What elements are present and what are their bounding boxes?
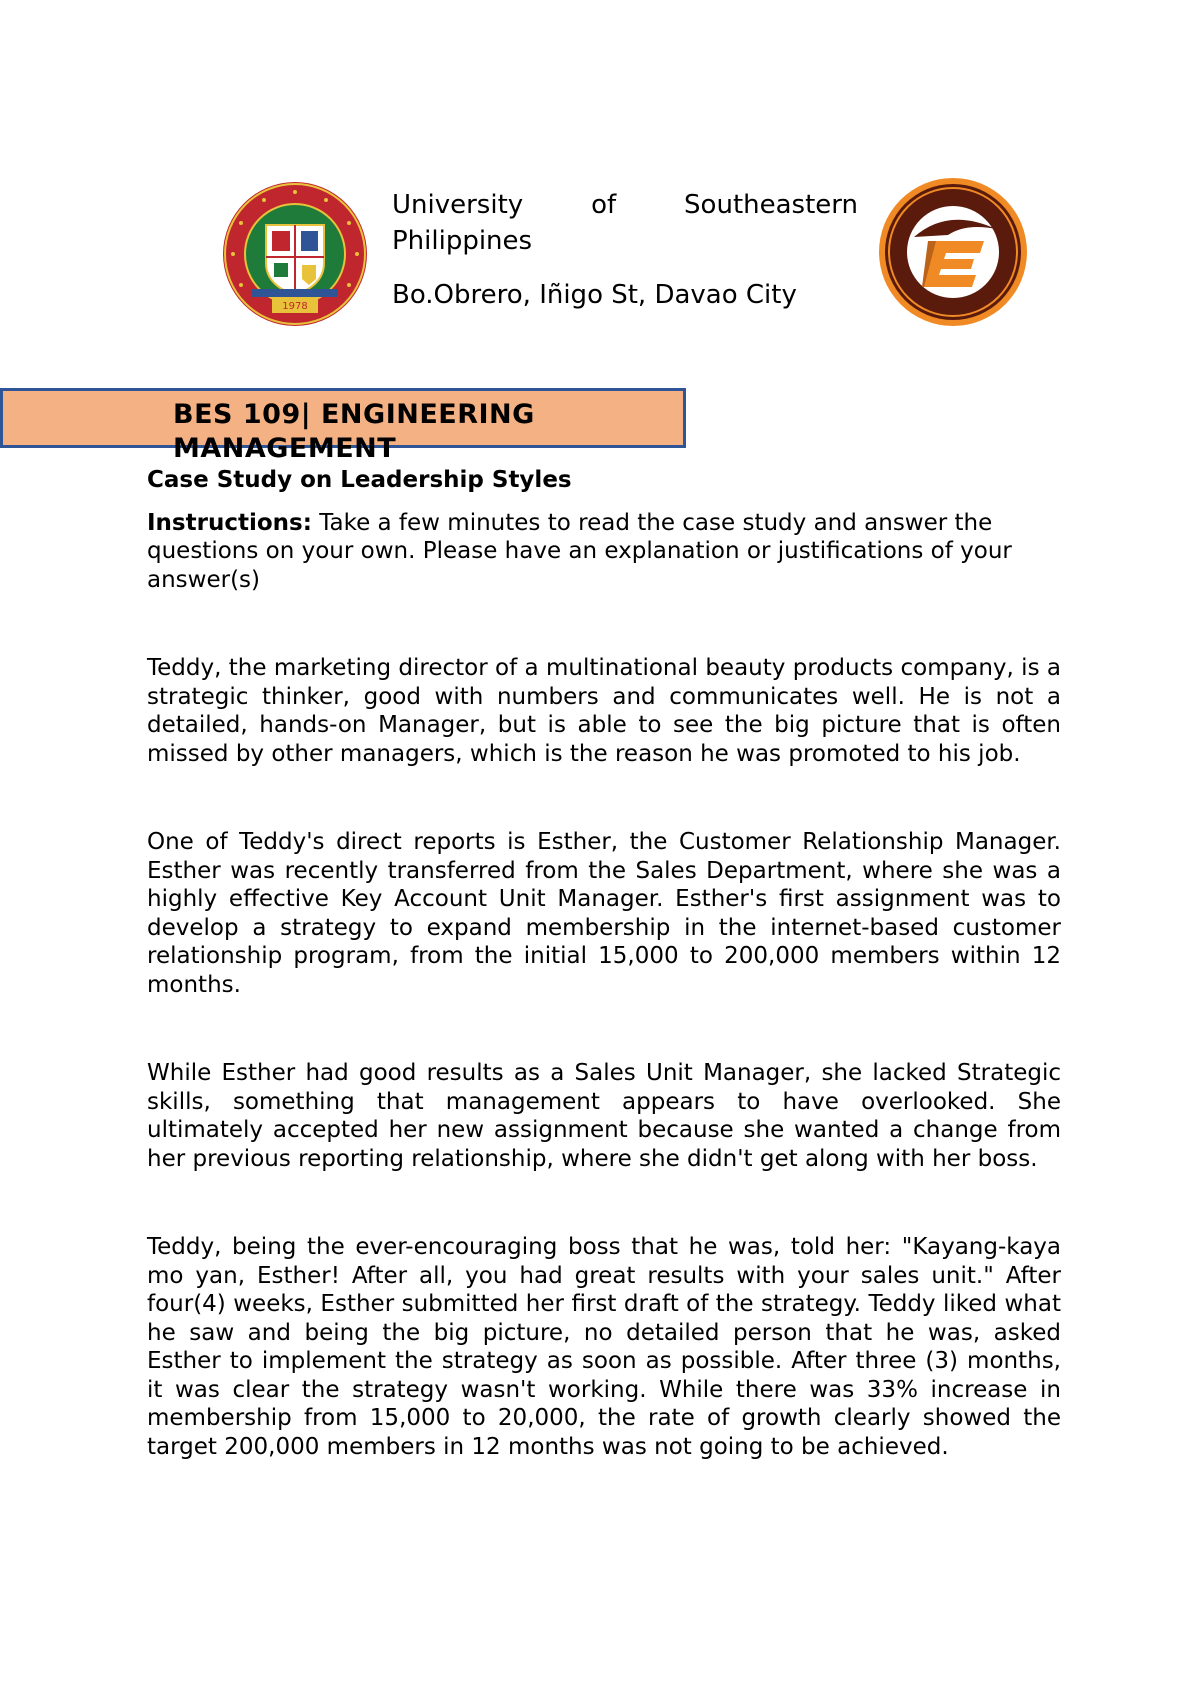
- usep-seal-year: 1978: [282, 301, 308, 312]
- university-address: Bo.Obrero, Iñigo St, Davao City: [392, 280, 797, 310]
- case-paragraph: One of Teddy's direct reports is Esther, the Customer Relationship Manager. Esther was recently transferred from the Sales Department, where she was a highly effective Key Account Unit Manager. Esther's first assignment was to develop a strategy to expand membership in the internet-based customer relationship program, from the initial 15,000 to 200,000 members within 12 months.: [147, 829, 1061, 998]
- case-paragraph: While Esther had good results as a Sales Unit Manager, she lacked Strategic skills, something that management appears to have overlooked. She ultimately accepted her new assignment because she wanted a change from her previous reporting relationship, where she didn't get along with her boss.: [147, 1060, 1061, 1172]
- usep-seal-logo: [222, 181, 368, 327]
- course-title: BES 109| ENGINEERING: [173, 399, 535, 430]
- case-paragraph: Teddy, the marketing director of a multinational beauty products company, is a strategic thinker, good with numbers and communicates well. He is not a detailed, hands-on Manager, but is able to see the big picture that is often missed by other managers, which is the reason he was promoted to his job.: [147, 655, 1061, 767]
- case-paragraph: Teddy, being the ever-encouraging boss that he was, told her: "Kayang-kaya mo yan, Esther! After all, you had great results with your sales unit." After four(4) weeks, Esther submitted her first draft of the strategy. Teddy liked what he saw and being the big picture, no detailed person that he was, asked Esther to implement the strategy as soon as possible. After three (3) months, it was clear the strategy wasn't working. While there was 33% increase in membership from 15,000 to 20,000, the rate of growth clearly showed the target 200,000 members in 12 months was not going to be achieved.: [147, 1234, 1061, 1460]
- instructions: [147, 509, 1061, 595]
- university-header: [392, 187, 858, 313]
- course-banner: [0, 388, 686, 464]
- engineering-college-logo: [878, 177, 1028, 327]
- course-title-overflow: MANAGEMENT: [173, 433, 397, 464]
- instructions-label: Instructions:: [147, 509, 312, 536]
- instructions-text: Take a few minutes to read the case study and answer the questions on your own. Please have an explanation or justifications of your answer(s): [147, 509, 1012, 593]
- case-study-title: Case Study on Leadership Styles: [147, 467, 572, 493]
- university-name: University of Southeastern Philippines: [392, 190, 858, 256]
- document-body: [147, 466, 1061, 1521]
